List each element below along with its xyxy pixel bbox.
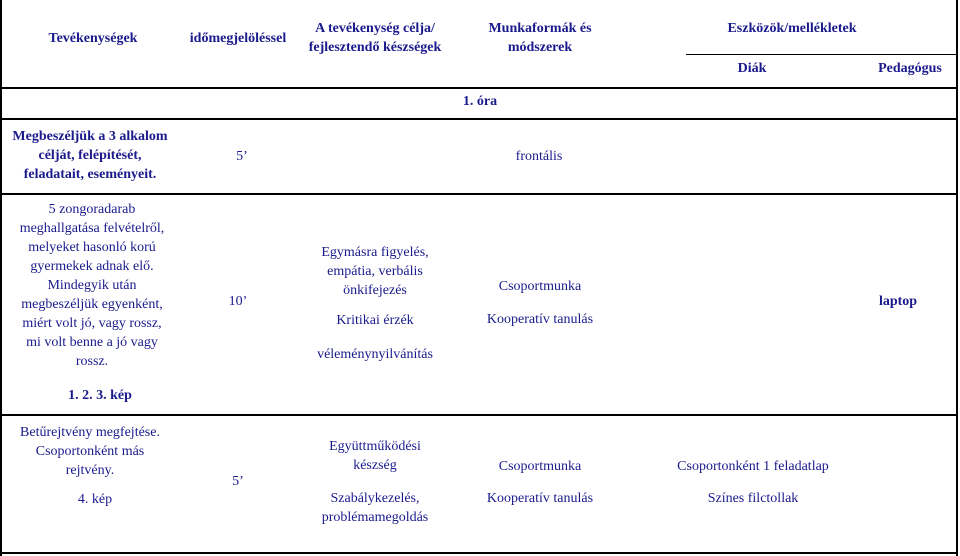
row2-time: 10’ <box>228 294 248 309</box>
row2-goal-line: Egymásra figyelés, <box>321 245 429 260</box>
row2-goal-line: önkifejezés <box>343 283 407 298</box>
row2-activity-line: 5 zongoradarab <box>48 202 136 217</box>
row3-activity-line: Betűrejtvény megfejtése. <box>20 425 160 440</box>
header-activities: Tevékenységek <box>48 31 138 46</box>
row3-activity-line: rejtvény. <box>65 463 115 478</box>
header-tools: Eszközök/mellékletek <box>727 21 857 36</box>
row1-time: 5’ <box>236 149 248 164</box>
header-methods <box>456 19 624 57</box>
header-timing: időmegjelöléssel <box>189 31 287 46</box>
header-goal-line: A tevékenység célja/ <box>315 21 435 36</box>
row3-goal-line: Együttműködési <box>329 439 421 454</box>
row3-goal-rules-line: Szabálykezelés, <box>330 491 420 506</box>
row2-activity-line: gyermekek adnak elő. <box>30 259 154 274</box>
row3-method-group: Csoportmunka <box>498 459 582 474</box>
row3-student-tool: Színes filctollak <box>707 491 799 506</box>
row1-activity <box>0 127 180 184</box>
row3-goal-rules-line: problémamegoldás <box>321 510 429 525</box>
table-rule <box>0 193 958 195</box>
row3-goal-rules <box>294 489 456 527</box>
table-border-right <box>956 0 958 556</box>
header-methods-line: Munkaformák és <box>488 21 592 36</box>
row1-activity-line: Megbeszéljük a 3 alkalom <box>12 129 168 144</box>
row2-activity-line: megbeszéljük egyenként, <box>21 297 163 312</box>
row2-goal-line: empátia, verbális <box>327 264 423 279</box>
row3-goal-line: készség <box>353 458 397 473</box>
row2-activity-line: mi volt benne a jó vagy <box>26 335 158 350</box>
table-rule <box>0 87 958 89</box>
row2-activity-line: Mindegyik után <box>47 278 137 293</box>
row3-goal <box>294 437 456 475</box>
table-rule <box>0 414 958 416</box>
row2-goal-opinion: véleménynyilvánítás <box>317 347 433 362</box>
row3-image-ref: 4. kép <box>77 492 113 507</box>
row1-activity-line: célját, felépítését, <box>38 148 142 163</box>
row2-activity <box>4 200 180 371</box>
row2-activity-line: meghallgatása felvételről, <box>19 221 165 236</box>
table-rule <box>0 118 958 120</box>
row3-activity-line: Csoportonként más <box>35 444 145 459</box>
lesson-label: 1. óra <box>462 94 498 109</box>
table-rule <box>686 54 958 55</box>
row2-activity-line: miért volt jó, vagy rossz, <box>22 316 162 331</box>
header-goal <box>294 19 456 57</box>
row2-activity-line: rossz. <box>75 354 109 369</box>
row2-image-ref: 1. 2. 3. kép <box>68 388 132 403</box>
row2-goal <box>294 243 456 300</box>
row2-goal-critical: Kritikai érzék <box>336 313 414 328</box>
row2-activity-line: melyeket hasonló korú <box>28 240 156 255</box>
header-teacher: Pedagógus <box>878 61 942 76</box>
table-border-left <box>0 0 2 556</box>
row2-teacher-tool: laptop <box>878 294 918 309</box>
header-methods-line: módszerek <box>507 40 573 55</box>
row1-method: frontális <box>515 149 563 164</box>
header-student: Diák <box>737 61 767 76</box>
row1-activity-line: feladatait, eseményeit. <box>23 167 157 182</box>
row3-student-tool: Csoportonként 1 feladatlap <box>677 459 829 474</box>
table-rule <box>0 552 958 554</box>
row2-method-coop: Kooperatív tanulás <box>486 312 594 327</box>
header-goal-line: fejlesztendő készségek <box>308 40 442 55</box>
row3-activity <box>4 423 176 480</box>
row3-time: 5’ <box>232 474 244 489</box>
row2-method-group: Csoportmunka <box>498 279 582 294</box>
row3-method-coop: Kooperatív tanulás <box>486 491 594 506</box>
